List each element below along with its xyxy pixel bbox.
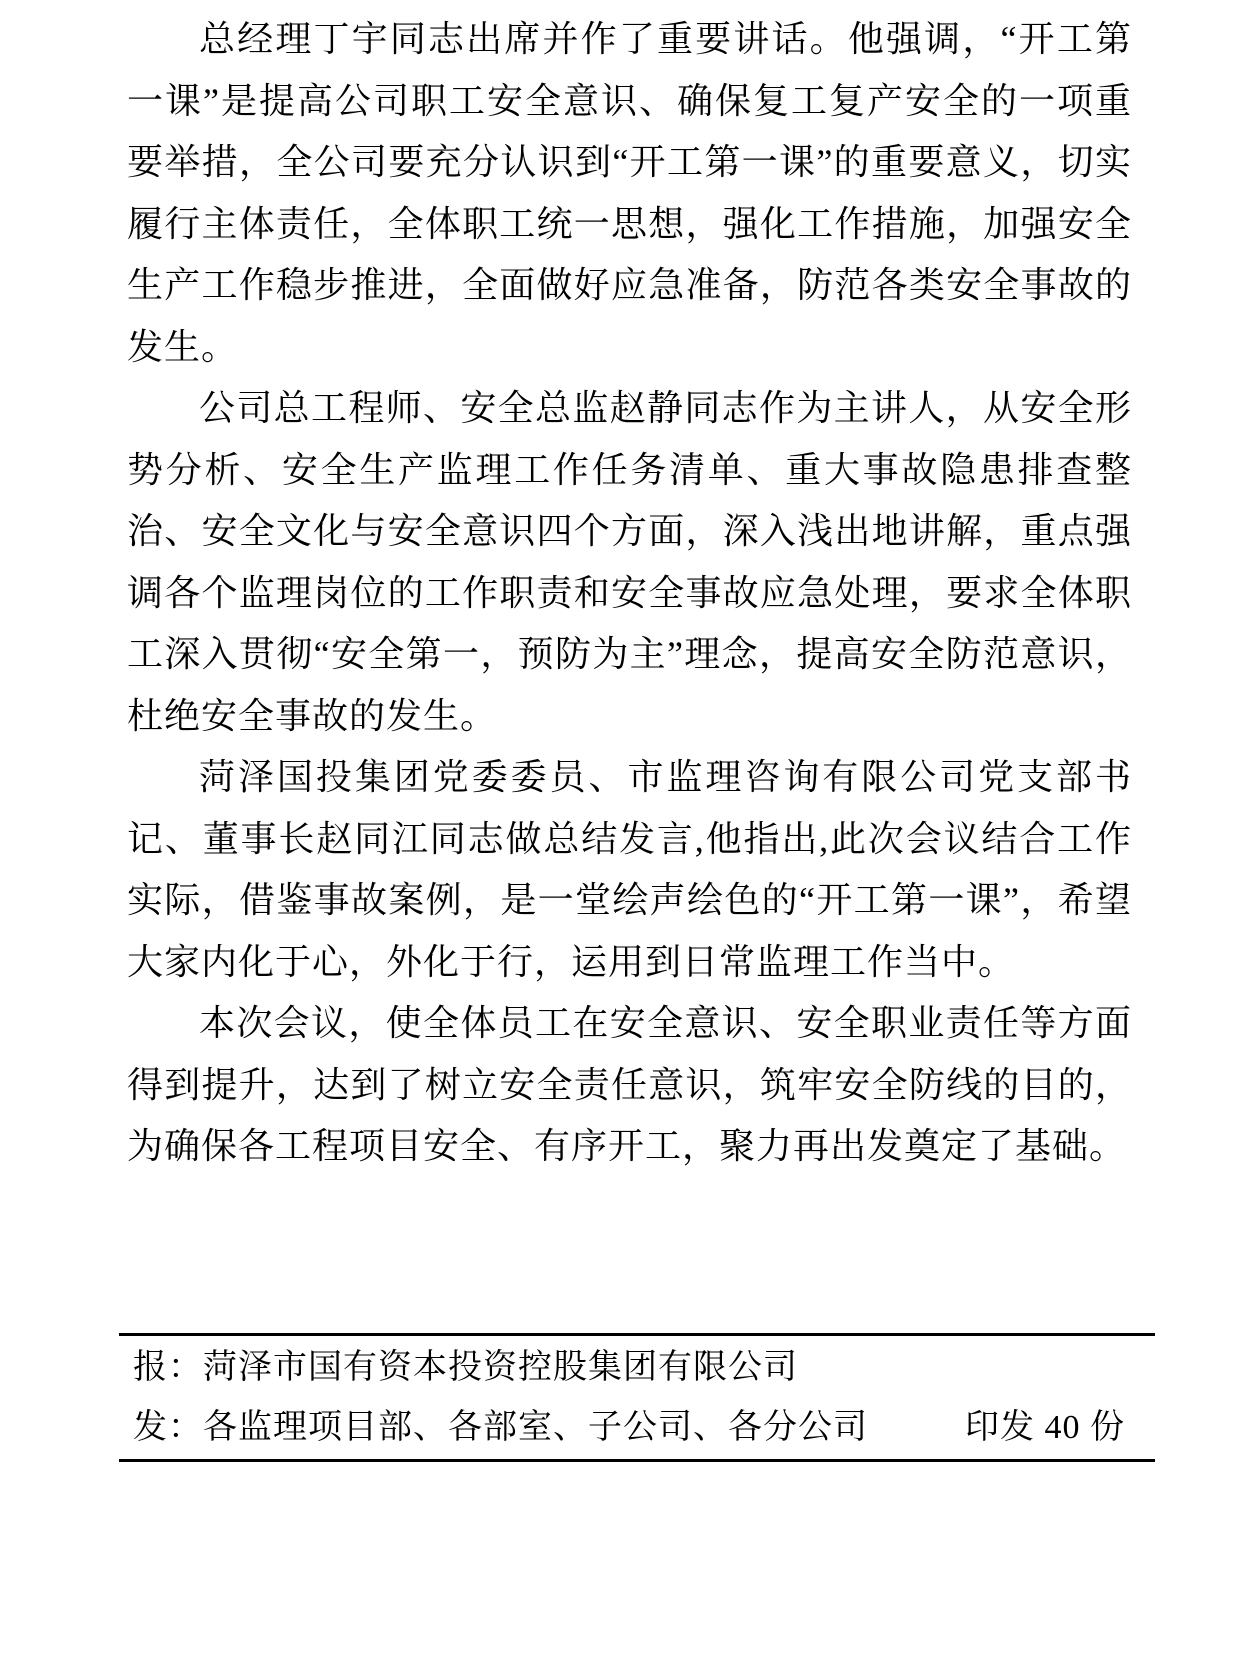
report-line — [133, 1338, 1141, 1398]
distribution-value: 各监理项目部、各部室、子公司、各分公司 — [203, 1409, 868, 1446]
body-paragraph-4: 本次会议，使全体员工在安全意识、安全职业责任等方面得到提升，达到了树立安全责任意识，筑牢安全防线的目的，为确保各工程项目安全、有序开工，聚力再出发奠定了基础。 — [127, 1003, 1132, 1166]
body-paragraph-1: 总经理丁宇同志出席并作了重要讲话。他强调，“开工第一课”是提高公司职工安全意识、确保复工复产安全的一项重要举措，全公司要充分认识到“开工第一课”的重要意义，切实履行主体责任，全体职工统一思想，强化工作措施，加强安全生产工作稳步推进，全面做好应急准备，防范各类安全事故的发生。 — [127, 19, 1132, 367]
print-count: 印发 40 份 — [965, 1409, 1125, 1446]
body-paragraph-2: 公司总工程师、安全总监赵静同志作为主讲人，从安全形势分析、安全生产监理工作任务清单、重大事故隐患排查整治、安全文化与安全意识四个方面，深入浅出地讲解，重点强调各个监理岗位的工作职责和安全事故应急处理，要求全体职工深入贯彻“安全第一，预防为主”理念，提高安全防范意识，杜绝安全事故的发生。 — [127, 388, 1132, 736]
distribution-label: 发： — [133, 1409, 203, 1446]
body-paragraph-3: 菏泽国投集团党委委员、市监理咨询有限公司党支部书记、董事长赵同江同志做总结发言,他指出,此次会议结合工作实际，借鉴事故案例，是一堂绘声绘色的“开工第一课”，希望大家内化于心，外化于行，运用到日常监理工作当中。 — [127, 757, 1132, 982]
distribution-block — [119, 1333, 1155, 1462]
report-value: 菏泽市国有资本投资控股集团有限公司 — [203, 1349, 798, 1386]
report-label: 报： — [133, 1349, 203, 1386]
document-body — [127, 9, 1132, 1178]
distribution-line — [133, 1398, 1141, 1458]
distribution-text — [133, 1398, 868, 1458]
